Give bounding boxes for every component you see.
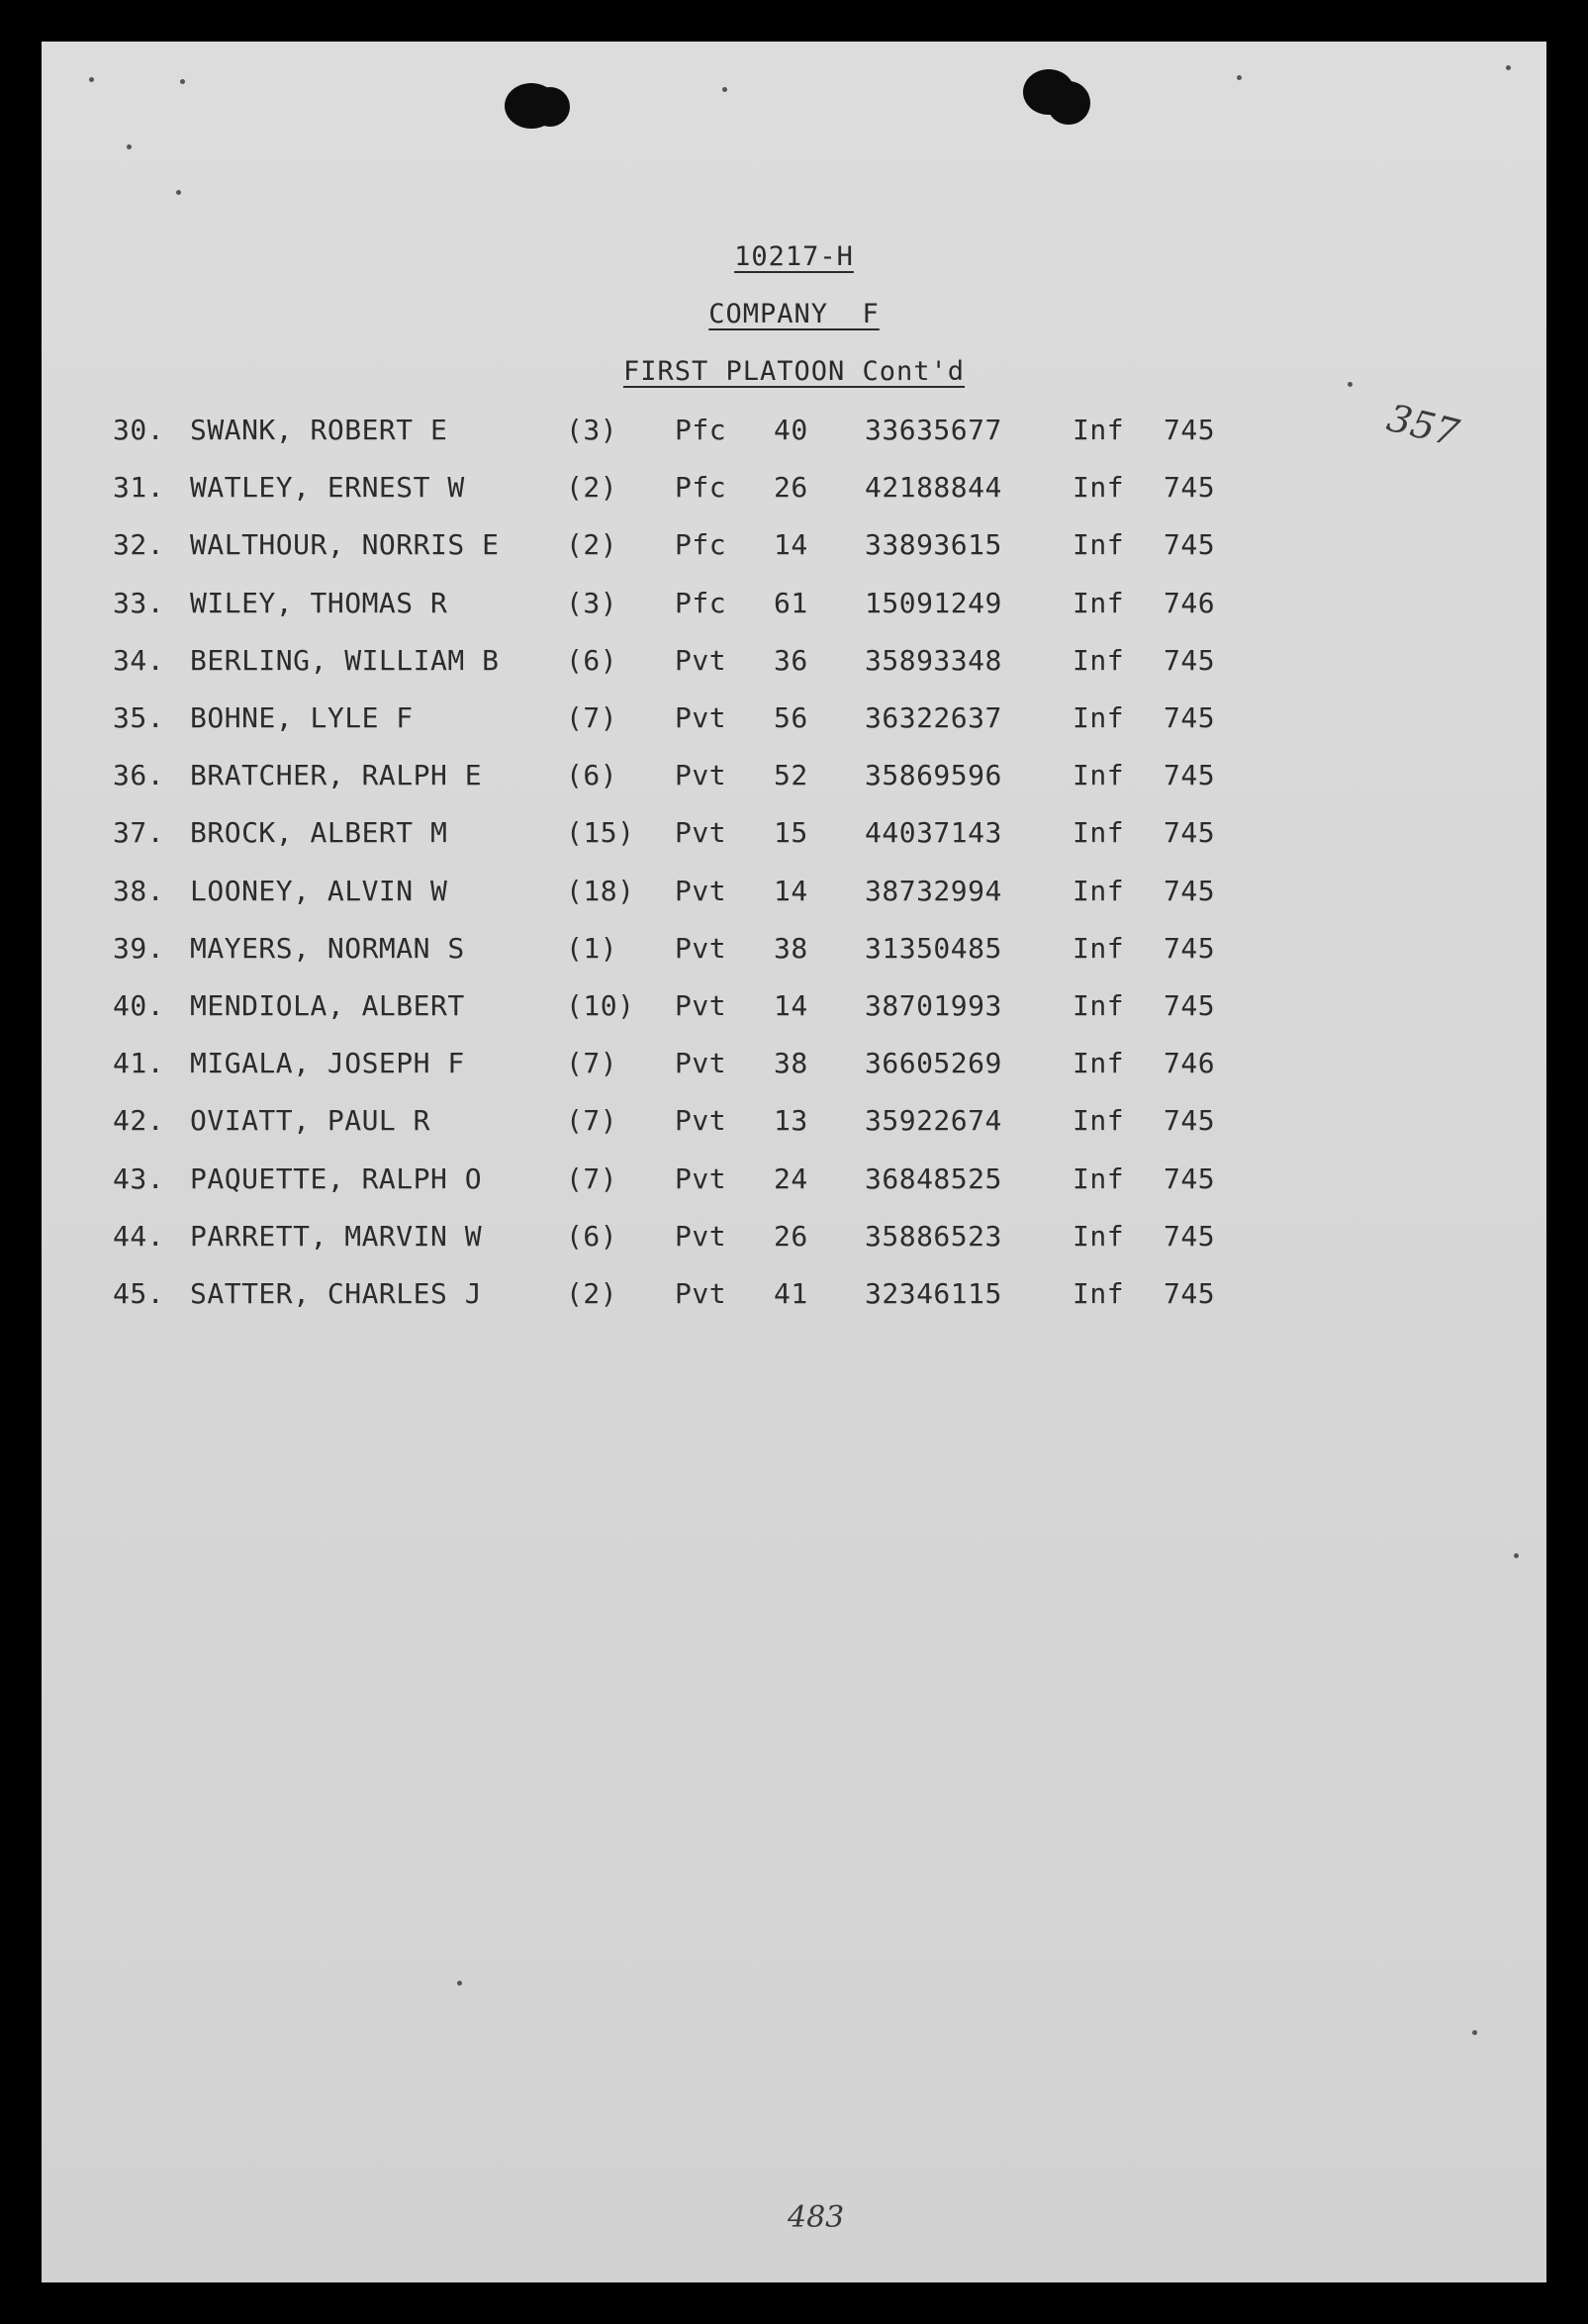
roster-mos: 746 (1164, 586, 1216, 619)
roster-row (42, 1047, 1546, 1104)
roster-mos: 745 (1164, 643, 1216, 677)
roster-code: 56 (774, 701, 808, 734)
roster-serial: 38732994 (865, 874, 1002, 907)
roster-name: WALTHOUR, NORRIS E (190, 528, 500, 562)
roster-arm: Inf (1073, 1219, 1125, 1253)
roster-row (42, 414, 1546, 471)
roster-arm: Inf (1073, 874, 1125, 907)
speck-mark (1237, 75, 1242, 80)
roster-group: (7) (566, 1104, 618, 1138)
roster-rank: Pvt (675, 1047, 727, 1080)
roster-group: (18) (566, 874, 635, 907)
roster-arm: Inf (1073, 759, 1125, 792)
roster-mos: 745 (1164, 1277, 1216, 1310)
file-code-heading (42, 241, 1546, 272)
roster-row (42, 587, 1546, 644)
roster-code: 24 (774, 1162, 808, 1195)
roster-group: (7) (566, 1047, 618, 1080)
roster-serial: 35886523 (865, 1219, 1002, 1253)
roster-rank: Pvt (675, 1104, 727, 1138)
company-text: COMPANY F (708, 299, 880, 329)
speck-mark (180, 79, 185, 84)
roster-num: 32. (113, 528, 165, 562)
roster-row (42, 1162, 1546, 1220)
roster-group: (7) (566, 701, 618, 734)
roster-group: (3) (566, 414, 618, 446)
roster-rank: Pvt (675, 759, 727, 792)
roster-group: (1) (566, 931, 618, 965)
roster-group: (15) (566, 816, 635, 850)
roster-code: 41 (774, 1277, 808, 1310)
roster-group: (6) (566, 643, 618, 677)
roster-arm: Inf (1073, 1047, 1125, 1080)
roster-mos: 745 (1164, 759, 1216, 792)
roster-code: 38 (774, 931, 808, 965)
roster-name: BROCK, ALBERT M (190, 816, 448, 850)
company-heading (42, 299, 1546, 329)
roster-code: 14 (774, 528, 808, 562)
roster-row (42, 701, 1546, 759)
roster-mos: 745 (1164, 989, 1216, 1022)
roster-serial: 31350485 (865, 931, 1002, 965)
roster-num: 35. (113, 701, 165, 734)
roster-serial: 42188844 (865, 471, 1002, 505)
roster-num: 40. (113, 989, 165, 1022)
roster-arm: Inf (1073, 816, 1125, 850)
roster-num: 38. (113, 874, 165, 907)
roster-arm: Inf (1073, 989, 1125, 1022)
roster-mos: 745 (1164, 816, 1216, 850)
roster-mos: 746 (1164, 1047, 1216, 1080)
roster-name: SWANK, ROBERT E (190, 414, 448, 446)
roster-group: (2) (566, 528, 618, 562)
roster-row (42, 644, 1546, 701)
roster-mos: 745 (1164, 414, 1216, 446)
roster-num: 41. (113, 1047, 165, 1080)
roster-mos: 745 (1164, 874, 1216, 907)
roster-mos: 745 (1164, 1219, 1216, 1253)
roster-name: PAQUETTE, RALPH O (190, 1162, 483, 1195)
speck-mark (1514, 1553, 1519, 1558)
roster-name: BERLING, WILLIAM B (190, 643, 500, 677)
roster-code: 52 (774, 759, 808, 792)
file-code-text: 10217-H (734, 241, 854, 272)
roster-serial: 15091249 (865, 586, 1002, 619)
roster-mos: 745 (1164, 528, 1216, 562)
roster-num: 43. (113, 1162, 165, 1195)
platoon-text: FIRST PLATOON Cont'd (622, 356, 966, 387)
roster-code: 14 (774, 874, 808, 907)
roster-num: 34. (113, 643, 165, 677)
speck-mark (176, 190, 181, 195)
roster-name: MENDIOLA, ALBERT (190, 989, 465, 1022)
roster-serial: 35893348 (865, 643, 1002, 677)
speck-mark (457, 1981, 462, 1986)
roster-row (42, 1220, 1546, 1277)
roster-arm: Inf (1073, 414, 1125, 446)
roster-rank: Pvt (675, 989, 727, 1022)
roster-rank: Pvt (675, 874, 727, 907)
punch-hole-right-overlap (1047, 81, 1090, 125)
roster-rank: Pvt (675, 701, 727, 734)
roster-serial: 36848525 (865, 1162, 1002, 1195)
roster-num: 31. (113, 471, 165, 505)
roster-serial: 32346115 (865, 1277, 1002, 1310)
roster-mos: 745 (1164, 471, 1216, 505)
roster-group: (10) (566, 989, 635, 1022)
roster-row (42, 816, 1546, 874)
roster-name: SATTER, CHARLES J (190, 1277, 483, 1310)
document-page (42, 42, 1546, 2282)
roster-rank: Pvt (675, 816, 727, 850)
roster-arm: Inf (1073, 528, 1125, 562)
roster-rank: Pfc (675, 586, 727, 619)
roster-name: WATLEY, ERNEST W (190, 471, 465, 505)
roster-rank: Pfc (675, 414, 727, 446)
margin-handwritten-number: 357 (1382, 395, 1463, 456)
roster-rank: Pvt (675, 643, 727, 677)
roster-name: OVIATT, PAUL R (190, 1104, 431, 1138)
roster-rank: Pvt (675, 1219, 727, 1253)
roster-group: (6) (566, 1219, 618, 1253)
roster-group: (7) (566, 1162, 618, 1195)
roster-mos: 745 (1164, 1162, 1216, 1195)
roster-row (42, 759, 1546, 816)
roster-row (42, 989, 1546, 1047)
speck-mark (1472, 2030, 1477, 2035)
roster-code: 14 (774, 989, 808, 1022)
roster-num: 30. (113, 414, 165, 446)
roster-num: 39. (113, 931, 165, 965)
roster-code: 13 (774, 1104, 808, 1138)
footer-handwritten-number: 483 (788, 2200, 845, 2235)
speck-mark (127, 144, 132, 149)
roster-group: (3) (566, 586, 618, 619)
roster-name: MIGALA, JOSEPH F (190, 1047, 465, 1080)
roster-name: LOONEY, ALVIN W (190, 874, 448, 907)
roster-code: 38 (774, 1047, 808, 1080)
roster-code: 26 (774, 1219, 808, 1253)
roster-name: MAYERS, NORMAN S (190, 931, 465, 965)
roster-rank: Pvt (675, 931, 727, 965)
roster-num: 36. (113, 759, 165, 792)
roster-group: (2) (566, 471, 618, 505)
roster-num: 33. (113, 586, 165, 619)
roster-arm: Inf (1073, 471, 1125, 505)
roster-row (42, 875, 1546, 932)
roster-row (42, 1277, 1546, 1335)
roster-arm: Inf (1073, 643, 1125, 677)
roster-name: BRATCHER, RALPH E (190, 759, 483, 792)
roster-arm: Inf (1073, 1277, 1125, 1310)
roster-code: 26 (774, 471, 808, 505)
roster-code: 15 (774, 816, 808, 850)
roster-serial: 38701993 (865, 989, 1002, 1022)
roster-mos: 745 (1164, 701, 1216, 734)
roster-group: (2) (566, 1277, 618, 1310)
roster-code: 40 (774, 414, 808, 446)
roster-group: (6) (566, 759, 618, 792)
roster-row (42, 528, 1546, 586)
roster-num: 42. (113, 1104, 165, 1138)
roster-name: PARRETT, MARVIN W (190, 1219, 483, 1253)
platoon-heading (42, 356, 1546, 387)
roster-serial: 35869596 (865, 759, 1002, 792)
roster-rank: Pvt (675, 1277, 727, 1310)
roster-arm: Inf (1073, 931, 1125, 965)
roster-name: BOHNE, LYLE F (190, 701, 414, 734)
roster-code: 36 (774, 643, 808, 677)
roster-rank: Pfc (675, 528, 727, 562)
roster-row (42, 471, 1546, 528)
roster-arm: Inf (1073, 701, 1125, 734)
roster-mos: 745 (1164, 1104, 1216, 1138)
roster-num: 37. (113, 816, 165, 850)
roster-serial: 33635677 (865, 414, 1002, 446)
roster-arm: Inf (1073, 586, 1125, 619)
roster-mos: 745 (1164, 931, 1216, 965)
roster-serial: 35922674 (865, 1104, 1002, 1138)
roster-num: 45. (113, 1277, 165, 1310)
roster-row (42, 932, 1546, 989)
punch-hole-left-overlap (530, 87, 570, 127)
roster-serial: 33893615 (865, 528, 1002, 562)
roster-name: WILEY, THOMAS R (190, 586, 448, 619)
roster-serial: 36605269 (865, 1047, 1002, 1080)
roster-code: 61 (774, 586, 808, 619)
speck-mark (89, 77, 94, 82)
speck-mark (722, 87, 727, 92)
roster-row (42, 1104, 1546, 1162)
roster-arm: Inf (1073, 1104, 1125, 1138)
roster-rank: Pvt (675, 1162, 727, 1195)
roster-arm: Inf (1073, 1162, 1125, 1195)
roster-num: 44. (113, 1219, 165, 1253)
roster-serial: 44037143 (865, 816, 1002, 850)
roster-rank: Pfc (675, 471, 727, 505)
speck-mark (1506, 65, 1511, 70)
roster-serial: 36322637 (865, 701, 1002, 734)
